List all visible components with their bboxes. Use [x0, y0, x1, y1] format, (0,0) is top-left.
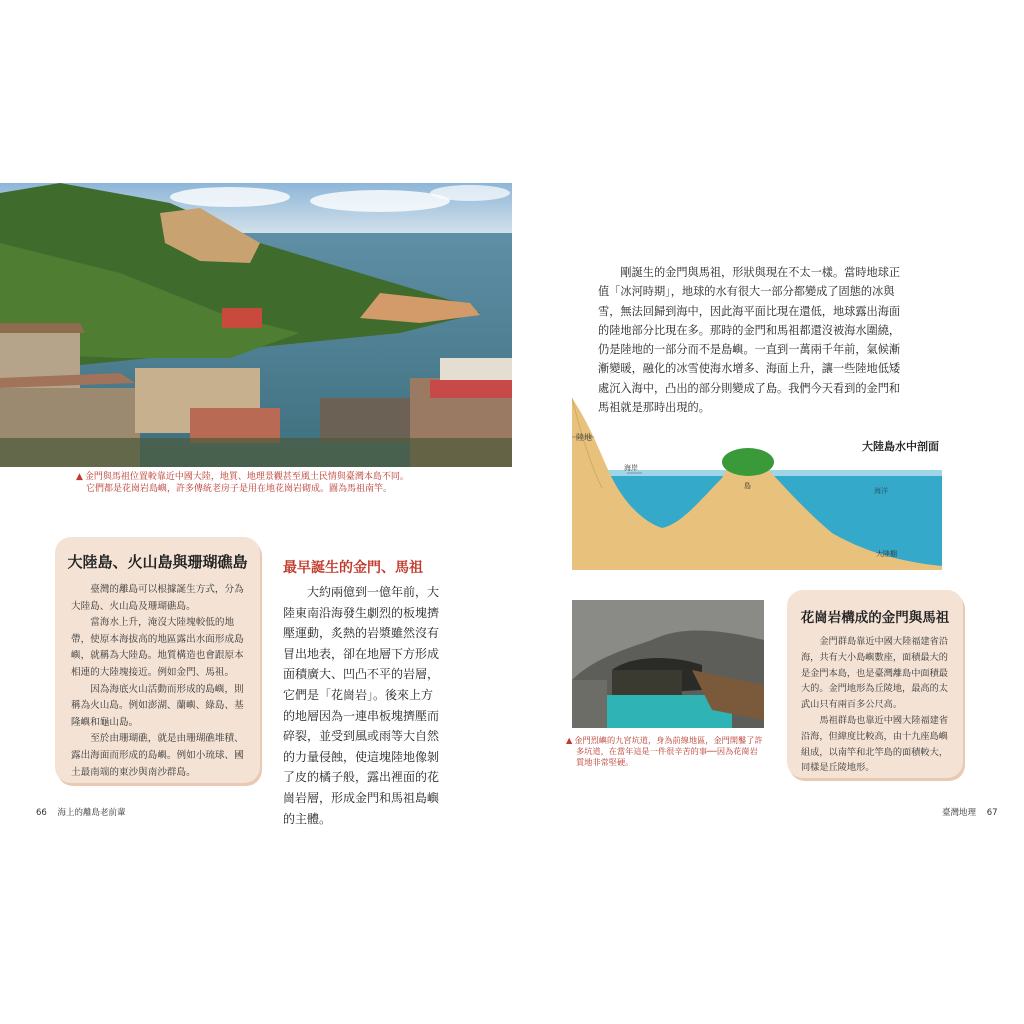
diagram-label-coast: 海岸 [624, 464, 638, 472]
tunnel-caption: ▲ 金門烈嶼的九宮坑道，身為前線地區，金門開鑿了許 多坑道，在當年這是一件很辛苦的事──因為花崗岩 質地非常堅硬。 [566, 735, 763, 767]
caption-marker-icon: ▲ [76, 472, 83, 482]
granite-islands-sidebar [787, 590, 963, 778]
page-number: 66 [36, 808, 47, 818]
diagram-label-island: 島 [744, 482, 751, 490]
book-title: 海上的離島老前輩 [57, 808, 126, 818]
island-vegetation [722, 448, 774, 476]
caption-marker-icon: ▲ [566, 735, 573, 745]
sidebar-paragraph: 當海水上升，淹沒大陸塊較低的地帶，使原本海拔高的地區露出水面形成島嶼，就稱為大陸島。地質構造也會跟原本相連的大陸塊接近。例如金門、馬祖。 [71, 617, 244, 678]
jiugong-tunnel-photo [572, 600, 764, 728]
island-types-sidebar [55, 537, 260, 783]
sidebar-paragraph: 因為海底火山活動而形成的島嶼，則稱為火山島。例如澎湖、蘭嶼、綠島、基隆嶼和龜山島。 [71, 683, 244, 728]
diagram-label-shelf: 大陸棚 [876, 550, 897, 558]
page-footer-right [942, 806, 998, 818]
diagram-title: 大陸島水中剖面 [862, 440, 939, 453]
sidebar-paragraph: 馬祖群島也靠近中國大陸福建省沿海，但緯度比較高，由十九座島嶼組成，以南竿和北竿島的面積較大，同樣是丘陵地形。 [801, 714, 949, 774]
sidebar-title: 花崗岩構成的金門與馬祖 [800, 610, 950, 626]
article-title: 最早誕生的金門、馬祖 [283, 560, 423, 576]
page-footer-left [36, 806, 126, 818]
matsu-nangan-photo [0, 183, 512, 467]
continental-island-diagram [572, 398, 942, 570]
intro-text: 剛誕生的金門與馬祖，形狀與現在不太一樣。當時地球正值「冰河時期」，地球的水有很大一部分都變成了固態的冰與雪，無法回歸到海中，因此海平面比現在還低，地球露出海面的陸地部分比現在多。那時的金門和馬祖都還沒被海水圍繞，仍是陸地的一部分而不是島嶼。一直到一萬兩千年前，氣候漸漸變暖，融化的冰雪使海水增多、海面上升，讓一些陸地低矮處沉入海中，凸出的部分則變成了島。我們今天看到的金門和馬祖就是那時出現的。 [598, 266, 901, 415]
sidebar-paragraph: 臺灣的離島可以根據誕生方式，分為大陸島、火山島及珊瑚礁島。 [71, 584, 244, 612]
book-title: 臺灣地理 [942, 808, 977, 818]
diagram-label-land: 陸地 [576, 433, 592, 442]
sidebar-paragraph: 金門群島靠近中國大陸福建省沿海，共有大小島嶼數座，面積最大的是金門本島，也是臺灣離島中面積最大的。金門地形為丘陵地，最高的太武山只有兩百多公尺高。 [801, 636, 949, 711]
photo-caption: ▲ 金門與馬祖位置較靠近中國大陸，地質、地理景觀甚至風土民情與臺灣本島不同。 它們都是花崗岩島嶼，許多傳統老房子是用在地花崗岩砌成。圖為馬祖南竿。 [76, 472, 409, 494]
article-body: 大約兩億到一億年前，大陸東南沿海發生劇烈的板塊擠壓運動，炙熱的岩漿雖然沒有冒出地表，卻在地層下方形成面積廣大、凹凸不平的岩層，它們是「花崗岩」。後來上方的地層因為一連串板塊擠壓而碎裂，並受到風或雨等大自然的力量侵蝕，使這塊陸地像剝了皮的橘子般，露出裡面的花崗岩層，形成金門和馬祖島嶼的主體。 [283, 585, 440, 826]
page-number: 67 [986, 808, 998, 818]
sidebar-paragraph: 至於由珊瑚礁，就是由珊瑚礁堆積、露出海面而形成的島嶼。例如小琉球、國土最南端的東沙與南沙群島。 [71, 733, 244, 778]
diagram-label-ocean: 海洋 [874, 487, 888, 495]
sidebar-title: 大陸島、火山島與珊瑚礁島 [67, 553, 248, 571]
